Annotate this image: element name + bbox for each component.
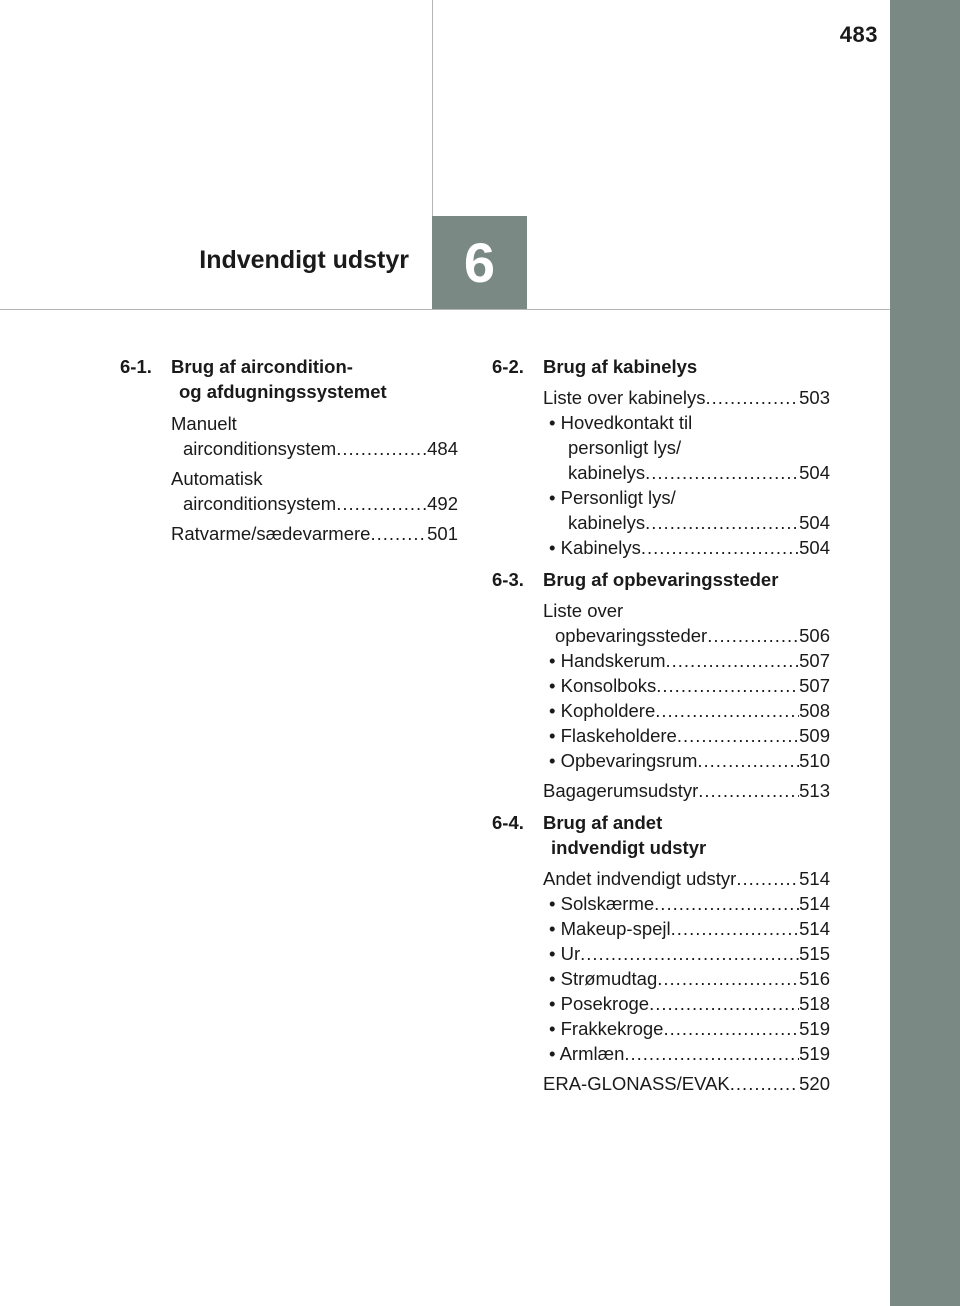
leader-dots	[641, 535, 799, 560]
toc-section-heading[interactable]	[492, 354, 830, 379]
chapter-title: Indvendigt udstyr	[199, 246, 409, 274]
page-ref: 514	[799, 918, 830, 939]
leader-dots	[580, 941, 799, 966]
page-ref: 516	[799, 968, 830, 989]
entry-text: • Strømudtag	[549, 968, 658, 989]
section-title: Brug af opbevaringssteder	[543, 569, 779, 590]
entry-text: • Flaskeholdere	[549, 725, 677, 746]
toc-right-column	[492, 354, 830, 1096]
leader-dots	[677, 723, 799, 748]
chapter-sidebar-tab	[890, 0, 960, 1306]
toc-bullet-item[interactable]	[543, 673, 830, 698]
entry-text: • Kabinelys	[549, 537, 641, 558]
entry-text: • Solskærme	[549, 893, 655, 914]
leader-dots	[698, 778, 799, 803]
page-ref: 506	[799, 625, 830, 646]
entry-text: opbevaringssteder	[555, 625, 708, 646]
leader-dots	[655, 698, 799, 723]
toc-bullet-item[interactable]	[543, 648, 830, 673]
toc-entry[interactable]	[120, 521, 458, 546]
page-ref: 513	[799, 780, 830, 801]
toc-section-heading[interactable]	[492, 810, 830, 860]
leader-dots	[624, 1041, 799, 1066]
toc-bullet-list	[492, 410, 830, 560]
page-ref: 504	[799, 512, 830, 533]
entry-text: ERA-GLONASS/EVAK	[543, 1073, 730, 1094]
entry-text: • Handskerum	[549, 650, 666, 671]
toc-entry[interactable]	[120, 466, 458, 516]
entry-text: kabinelys	[568, 512, 646, 533]
header-vertical-divider	[432, 0, 433, 216]
toc-bullet-item[interactable]	[543, 698, 830, 723]
section-title: Brug af andet	[543, 812, 663, 833]
entry-text: • Personligt lys/	[549, 487, 676, 508]
page-ref: 504	[799, 537, 830, 558]
toc-bullet-item[interactable]	[543, 891, 830, 916]
section-number: 6-4.	[492, 812, 524, 833]
toc-entry[interactable]	[492, 598, 830, 648]
page-ref: 520	[799, 1073, 830, 1094]
leader-dots	[656, 673, 799, 698]
toc-section-heading[interactable]	[492, 567, 830, 592]
section-number: 6-2.	[492, 356, 524, 377]
page-ref: 518	[799, 993, 830, 1014]
entry-text: Ratvarme/sædevarmere	[171, 523, 371, 544]
section-number: 6-3.	[492, 569, 524, 590]
entry-text: Andet indvendigt udstyr	[543, 868, 737, 889]
toc-section-heading[interactable]	[120, 354, 458, 404]
page-ref: 507	[799, 650, 830, 671]
section-title: indvendigt udstyr	[551, 837, 707, 858]
leader-dots	[663, 1016, 799, 1041]
page-ref: 519	[799, 1043, 830, 1064]
toc-entry[interactable]	[492, 866, 830, 891]
toc-bullet-item[interactable]	[543, 748, 830, 773]
entry-text: • Posekroge	[549, 993, 650, 1014]
page-ref: 509	[799, 725, 830, 746]
leader-dots	[645, 510, 799, 535]
leader-dots	[666, 648, 800, 673]
entry-text: • Frakkekroge	[549, 1018, 664, 1039]
toc-bullet-item[interactable]	[543, 485, 830, 535]
leader-dots	[671, 916, 799, 941]
toc-bullet-item[interactable]	[543, 410, 830, 485]
toc-left-column	[120, 354, 458, 546]
entry-text: Bagagerumsudstyr	[543, 780, 699, 801]
entry-text: airconditionsystem	[183, 493, 337, 514]
entry-text: • Armlæn	[549, 1043, 625, 1064]
leader-dots	[336, 436, 427, 461]
page-ref: 515	[799, 943, 830, 964]
page-ref: 503	[799, 387, 830, 408]
toc-bullet-item[interactable]	[543, 991, 830, 1016]
entry-text: • Ur	[549, 943, 581, 964]
toc-bullet-item[interactable]	[543, 723, 830, 748]
entry-text: Liste over	[543, 600, 624, 621]
entry-text: • Hovedkontakt til	[549, 412, 693, 433]
page-ref: 514	[799, 868, 830, 889]
toc-bullet-item[interactable]	[543, 916, 830, 941]
toc-bullet-item[interactable]	[543, 941, 830, 966]
toc-bullet-item[interactable]	[543, 966, 830, 991]
entry-text: • Makeup-spejl	[549, 918, 671, 939]
entry-text: • Konsolboks	[549, 675, 657, 696]
entry-text: Liste over kabinelys	[543, 387, 706, 408]
page-ref: 507	[799, 675, 830, 696]
header-horizontal-divider	[0, 309, 890, 310]
page-number: 483	[839, 22, 878, 47]
leader-dots	[336, 491, 427, 516]
toc-entry[interactable]	[120, 411, 458, 461]
entry-text: airconditionsystem	[183, 438, 337, 459]
toc-bullet-item[interactable]	[543, 1016, 830, 1041]
entry-text: • Opbevaringsrum	[549, 750, 698, 771]
toc-entry[interactable]	[492, 778, 830, 803]
entry-text: kabinelys	[568, 462, 646, 483]
section-title: Brug af aircondition-	[171, 356, 353, 377]
page-ref: 514	[799, 893, 830, 914]
toc-entry[interactable]	[492, 1071, 830, 1096]
section-title: og afdugningssystemet	[179, 381, 387, 402]
toc-bullet-item[interactable]	[543, 535, 830, 560]
section-number: 6-1.	[120, 356, 152, 377]
entry-text: personligt lys/	[568, 437, 682, 458]
section-title: Brug af kabinelys	[543, 356, 698, 377]
leader-dots	[736, 866, 799, 891]
toc-bullet-item[interactable]	[543, 1041, 830, 1066]
page-ref: 510	[799, 750, 830, 771]
page-ref: 484	[427, 438, 458, 459]
toc-entry[interactable]	[492, 385, 830, 410]
leader-dots	[645, 460, 799, 485]
toc-bullet-list	[492, 648, 830, 773]
page-ref: 501	[427, 523, 458, 544]
page-ref: 508	[799, 700, 830, 721]
chapter-number-box: 6	[432, 216, 527, 309]
page-ref: 492	[427, 493, 458, 514]
entry-text: Manuelt	[171, 413, 237, 434]
leader-dots	[697, 748, 799, 773]
leader-dots	[707, 623, 799, 648]
leader-dots	[730, 1071, 799, 1096]
leader-dots	[649, 991, 799, 1016]
page-ref: 504	[799, 462, 830, 483]
leader-dots	[370, 521, 427, 546]
entry-text: Automatisk	[171, 468, 263, 489]
page-ref: 519	[799, 1018, 830, 1039]
leader-dots	[654, 891, 799, 916]
entry-text: • Kopholdere	[549, 700, 656, 721]
toc-bullet-list	[492, 891, 830, 1066]
leader-dots	[657, 966, 799, 991]
leader-dots	[705, 385, 799, 410]
